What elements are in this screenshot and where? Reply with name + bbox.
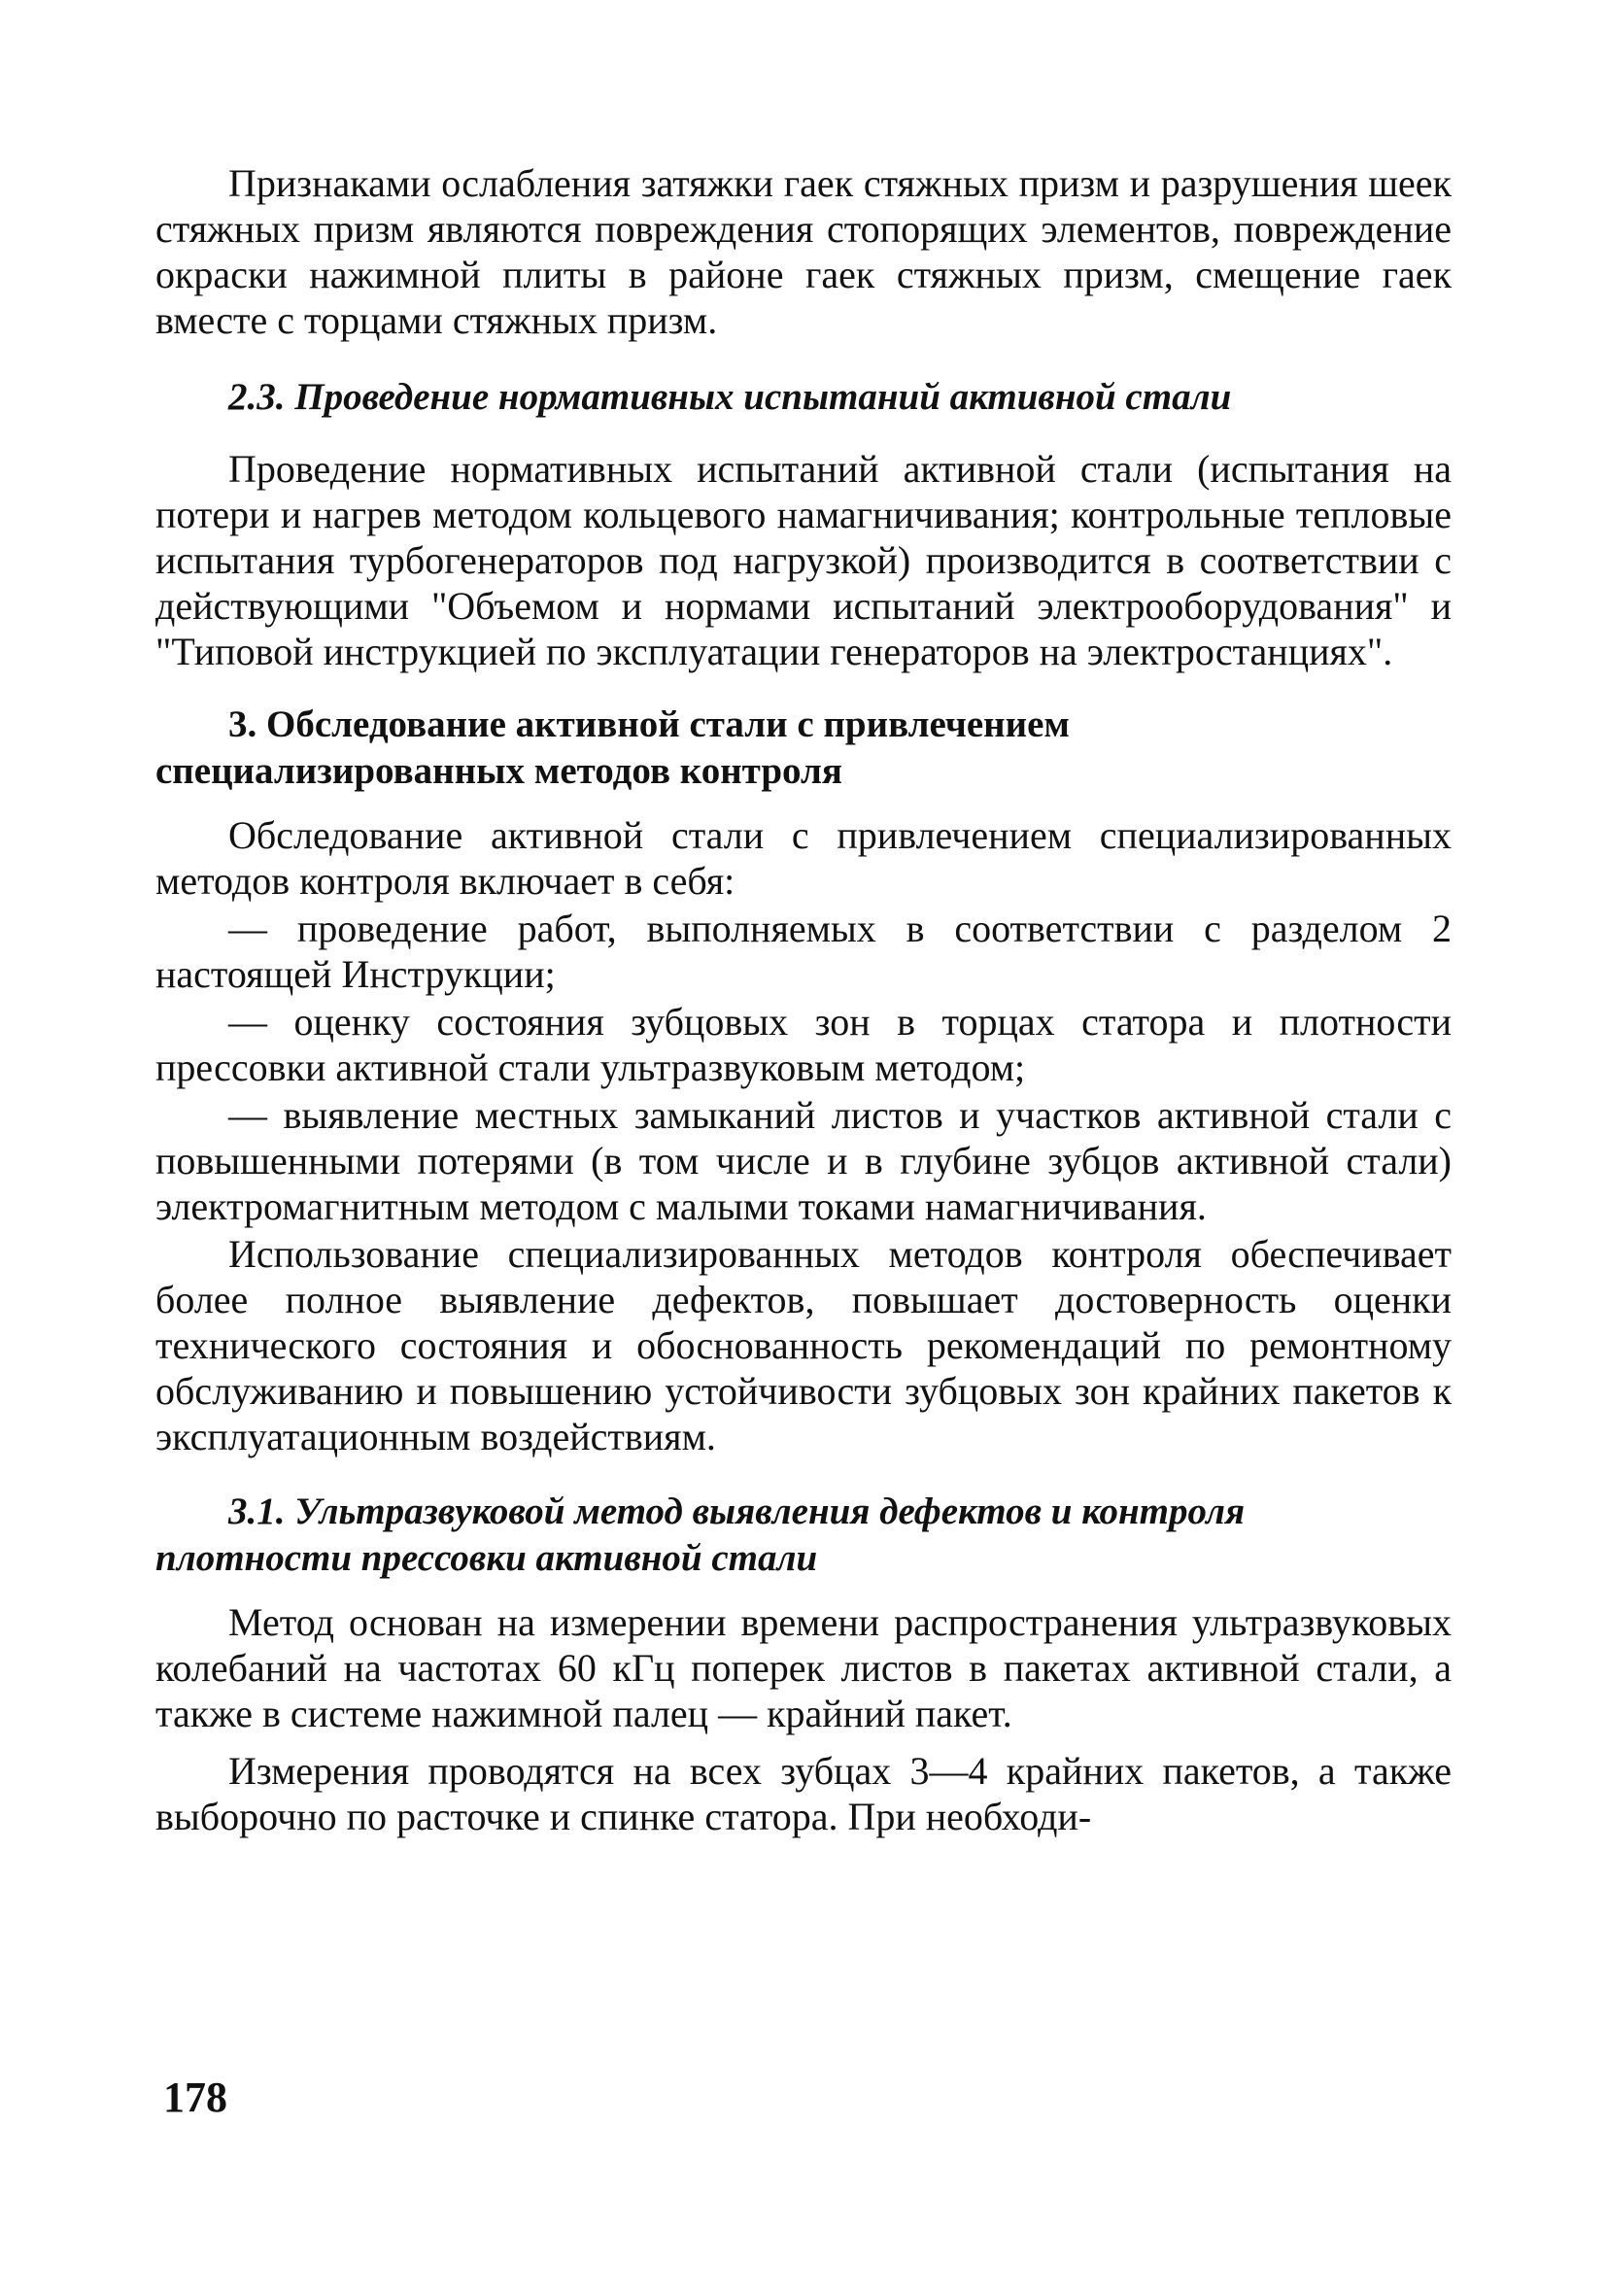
paragraph-normative-tests: Проведение нормативных испытаний активной стали (испытания на потери и нагрев методом кольцевого намагничивания; контрольные тепловые испытания турбогенераторов под нагрузкой) производится в соответствии с действующими "Объемом и нормами испытаний электрооборудования" и "Типовой инструкцией по эксплуатации генераторов на электростанциях".: [155, 447, 1452, 673]
paragraph-measurements: Измерения проводятся на всех зубцах 3—4 крайних пакетов, а также выборочно по расточке и спинке статора. При необходи-: [155, 1749, 1452, 1838]
list-item-electromagnetic-detection: — выявление местных замыканий листов и участков активной стали с повышенными потерями (в том числе и в глубине зубцов активной стали) электромагнитным методом с малыми токами намагничивания.: [155, 1093, 1452, 1228]
list-item-ultrasonic-assessment: — оценку состояния зубцовых зон в торцах статора и плотности прессовки активной стали ультразвуковым методом;: [155, 1000, 1452, 1089]
paragraph-specialized-methods-benefits: Использование специализированных методов контроля обеспечивает более полное выявление дефектов, повышает достоверность оценки технического состояния и обоснованность рекомендаций по ремонтному обслуживанию и повышению устойчивости зубцовых зон крайних пакетов к эксплуатационным воздействиям.: [155, 1232, 1452, 1458]
heading-section-3-1-line2: плотности прессовки активной стали: [155, 1537, 818, 1579]
heading-section-3-line1: 3. Обследование активной стали с привлечением: [228, 703, 1070, 745]
heading-section-3-1: [155, 1489, 1452, 1582]
paragraph-nut-loosening-signs: Признаками ослабления затяжки гаек стяжных призм и разрушения шеек стяжных призм являются повреждения стопорящих элементов, повреждение окраски нажимной плиты в районе гаек стяжных призм, смещение гаек вместе с торцами стяжных призм.: [155, 161, 1452, 342]
heading-section-2-3: 2.3. Проведение нормативных испытаний активной стали: [228, 376, 1232, 418]
document-page: [155, 160, 1452, 1839]
heading-section-3: [155, 702, 1452, 795]
paragraph-inspection-intro: Обследование активной стали с привлечением специализированных методов контроля включает в себя:: [155, 813, 1452, 903]
heading-section-3-1-line1: 3.1. Ультразвуковой метод выявления дефектов и контроля: [228, 1491, 1246, 1532]
heading-section-3-line2: специализированных методов контроля: [155, 750, 842, 792]
page-number: 178: [163, 2073, 227, 2121]
paragraph-method-basis: Метод основан на измерении времени распространения ультразвуковых колебаний на частотах 60 кГц поперек листов в пакетах активной стали, а также в системе нажимной палец — крайний пакет.: [155, 1600, 1452, 1735]
list-item-section-2-work: — проведение работ, выполняемых в соответствии с разделом 2 настоящей Инструкции;: [155, 907, 1452, 996]
